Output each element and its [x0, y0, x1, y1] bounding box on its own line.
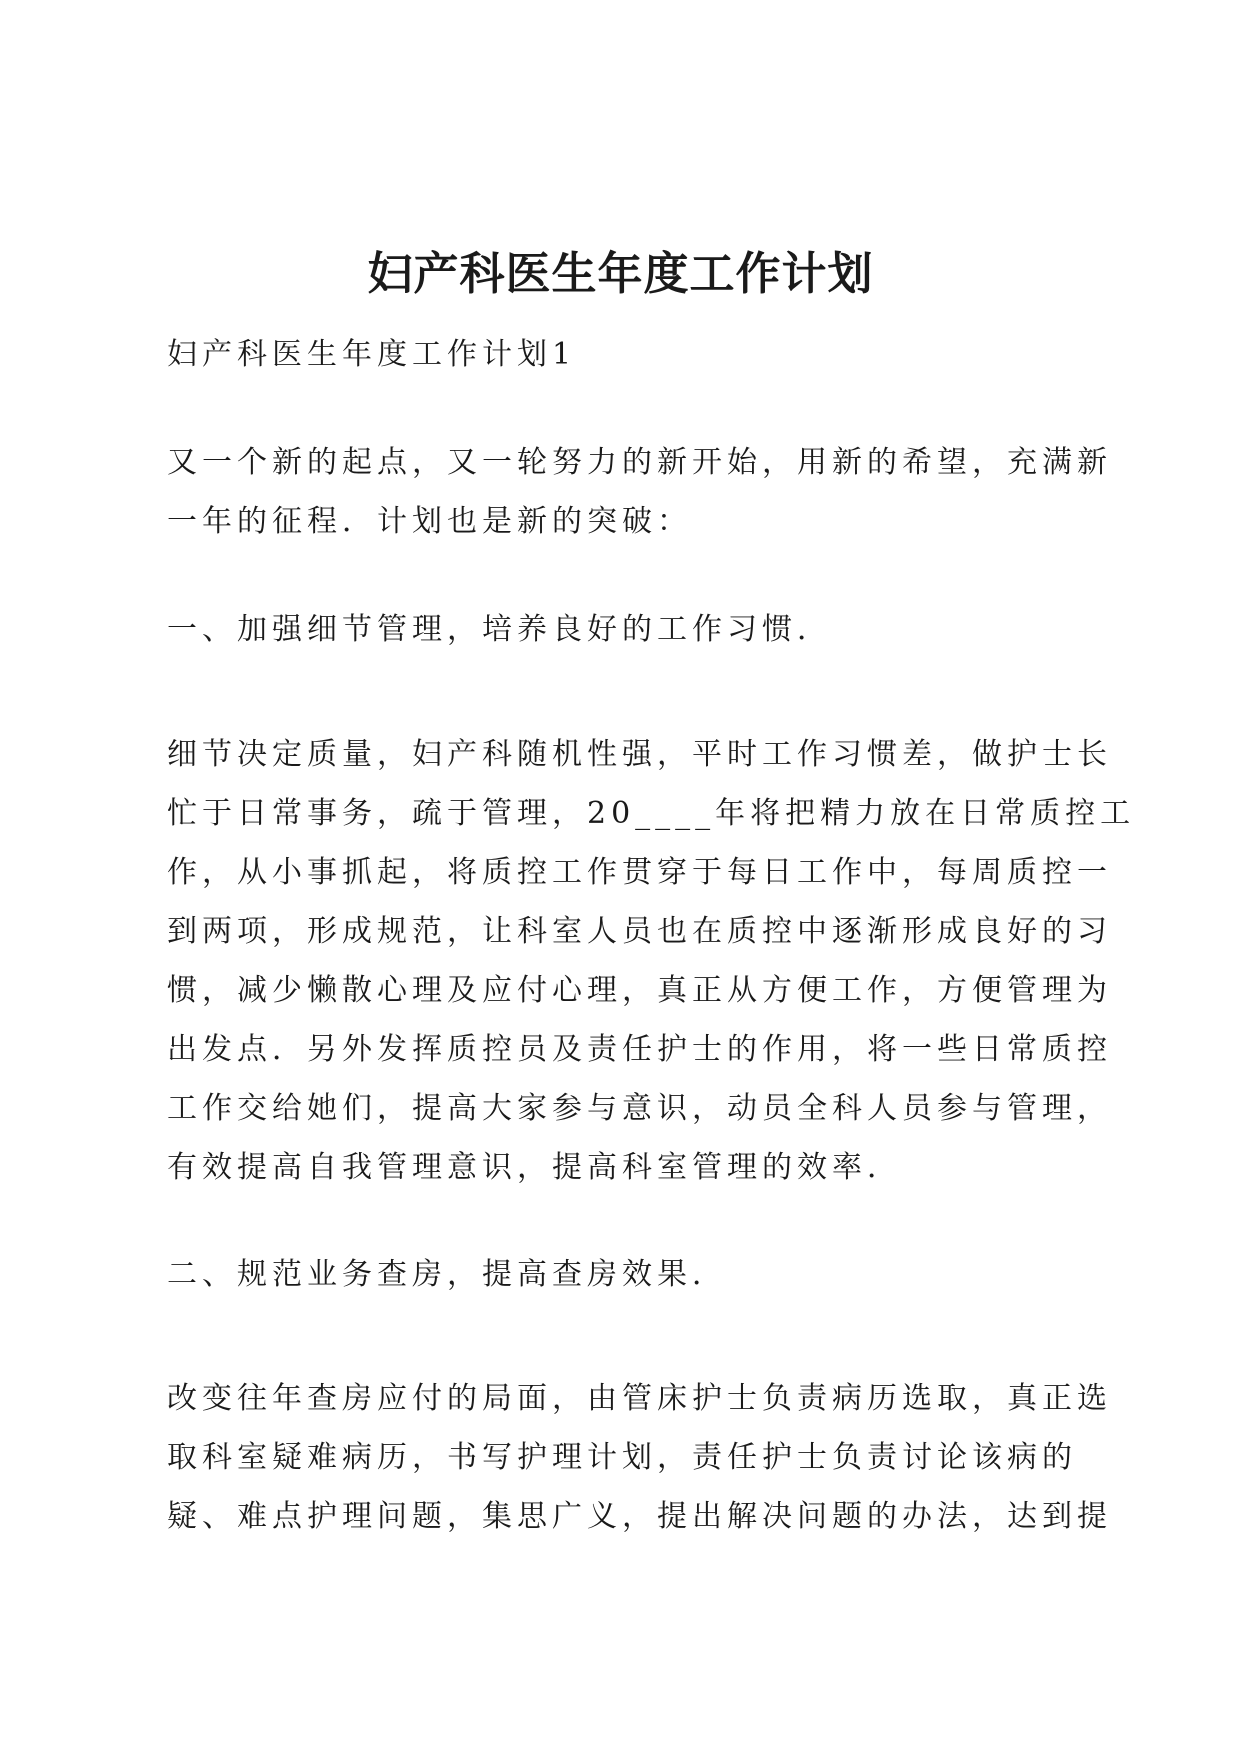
- heading-line: 二、规范业务查房，提高查房效果．: [167, 1257, 727, 1292]
- paragraph-line: 忙于日常事务，疏于管理，20____年将把精力放在日常质控工: [167, 796, 1136, 831]
- paragraph-line: 改变往年查房应付的局面，由管床护士负责病历选取，真正选: [167, 1381, 1112, 1416]
- paragraph-line: 有效提高自我管理意识，提高科室管理的效率．: [167, 1150, 902, 1185]
- section-heading-1: [167, 600, 1071, 659]
- subtitle-line: 妇产科医生年度工作计划1: [167, 337, 577, 372]
- paragraph-line: 工作交给她们，提高大家参与意识，动员全科人员参与管理，: [167, 1091, 1112, 1126]
- paragraph-line: 惯，减少懒散心理及应付心理，真正从方便工作，方便管理为: [167, 973, 1112, 1008]
- document-subtitle: [167, 325, 1071, 384]
- paragraph-line: 又一个新的起点，又一轮努力的新开始，用新的希望，充满新: [167, 445, 1112, 480]
- paragraph-line: 作，从小事抓起，将质控工作贯穿于每日工作中，每周质控一: [167, 855, 1112, 890]
- heading-line: 一、加强细节管理，培养良好的工作习惯．: [167, 612, 832, 647]
- paragraph-line: 到两项，形成规范，让科室人员也在质控中逐渐形成良好的习: [167, 914, 1112, 949]
- paragraph-ward-rounds: [167, 1369, 1112, 1546]
- document-title: 妇产科医生年度工作计划: [367, 247, 874, 300]
- section-heading-2: [167, 1245, 1071, 1304]
- paragraph-line: 疑、难点护理问题，集思广义，提出解决问题的办法，达到提: [167, 1499, 1112, 1534]
- paragraph-line: 取科室疑难病历，书写护理计划，责任护士负责讨论该病的: [167, 1440, 1077, 1475]
- paragraph-line: 出发点．另外发挥质控员及责任护士的作用，将一些日常质控: [167, 1032, 1112, 1067]
- paragraph-line: 细节决定质量，妇产科随机性强，平时工作习惯差，做护士长: [167, 737, 1112, 772]
- paragraph-intro: [167, 433, 1112, 551]
- paragraph-detail-management: [167, 725, 1136, 1197]
- paragraph-line: 一年的征程．计划也是新的突破：: [167, 504, 692, 539]
